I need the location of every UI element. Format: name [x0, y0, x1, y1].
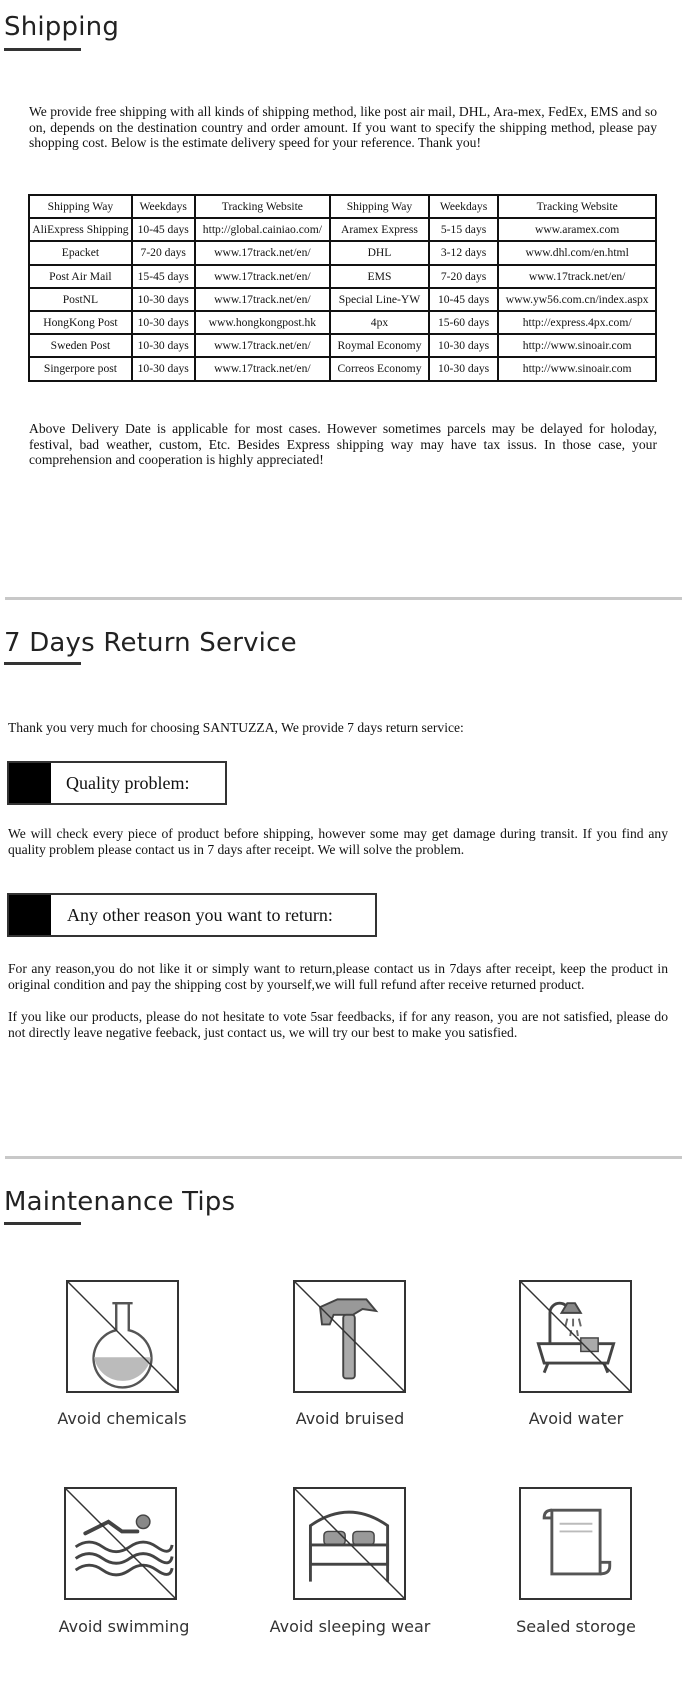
tip-label: Avoid bruised	[295, 1409, 405, 1428]
table-cell: www.17track.net/en/	[195, 265, 331, 288]
table-cell: AliExpress Shipping	[29, 218, 132, 241]
table-cell: http://www.sinoair.com	[498, 334, 656, 357]
table-cell: 5-15 days	[429, 218, 499, 241]
table-cell: www.17track.net/en/	[195, 241, 331, 264]
table-cell: HongKong Post	[29, 311, 132, 334]
table-cell: 4px	[330, 311, 429, 334]
returns-title-underline	[4, 662, 81, 665]
table-cell: Aramex Express	[330, 218, 429, 241]
table-row	[29, 265, 656, 288]
section-divider	[5, 597, 682, 600]
table-cell: Correos Economy	[330, 357, 429, 380]
quality-problem-label: Quality problem:	[66, 772, 190, 793]
tip-label: Sealed storoge	[516, 1617, 636, 1636]
shower-bathtub-icon	[519, 1280, 632, 1393]
column-header: Tracking Website	[195, 195, 331, 218]
shipping-note: Above Delivery Date is applicable for most cases. However sometimes parcels may be delayed for holoday, festival, bad weather, custom, Etc. Besides Express shipping way may have tax issus. In those case, your comprehension and cooperation is highly appreciated!	[29, 421, 657, 468]
column-header: Shipping Way	[29, 195, 132, 218]
table-cell: Singerpore post	[29, 357, 132, 380]
table-cell: 15-45 days	[132, 265, 195, 288]
table-cell: Post Air Mail	[29, 265, 132, 288]
tip-label: Avoid water	[528, 1409, 624, 1428]
table-cell: 10-30 days	[429, 334, 499, 357]
table-cell: www.dhl.com/en.html	[498, 241, 656, 264]
table-cell: 10-30 days	[429, 357, 499, 380]
shipping-title: Shipping	[4, 12, 120, 42]
tip-label: Avoid sleeping wear	[269, 1617, 431, 1636]
scroll-icon	[519, 1487, 632, 1600]
table-cell: www.17track.net/en/	[498, 265, 656, 288]
swimmer-icon	[64, 1487, 177, 1600]
other-reason-text: For any reason,you do not like it or simply want to return,please contact us in 7days after receipt, keep the product in original condition and pay the shipping cost by yourself,we will full refund after receive returned product.	[8, 961, 668, 992]
table-cell: http://express.4px.com/	[498, 311, 656, 334]
column-header: Weekdays	[429, 195, 499, 218]
table-cell: Sweden Post	[29, 334, 132, 357]
table-cell: Special Line-YW	[330, 288, 429, 311]
table-cell: www.17track.net/en/	[195, 334, 331, 357]
shipping-table-header-row	[29, 195, 656, 218]
table-cell: http://global.cainiao.com/	[195, 218, 331, 241]
label-marker	[9, 763, 51, 803]
table-cell: www.yw56.com.cn/index.aspx	[498, 288, 656, 311]
other-reason-box	[7, 893, 377, 937]
column-header: Weekdays	[132, 195, 195, 218]
shipping-title-underline	[4, 48, 81, 51]
table-cell: Roymal Economy	[330, 334, 429, 357]
quality-problem-box	[7, 761, 227, 805]
column-header: Shipping Way	[330, 195, 429, 218]
table-cell: Epacket	[29, 241, 132, 264]
label-marker	[9, 895, 51, 935]
shipping-intro: We provide free shipping with all kinds of shipping method, like post air mail, DHL, Ara-mex, FedEx, EMS and so on, depends on the destination country and order amount. If you want to specify the shipping method, please pay shopping cost. Below is the estimate delivery speed for your reference. Thank you!	[29, 104, 657, 151]
table-cell: 10-30 days	[132, 357, 195, 380]
table-cell: 7-20 days	[132, 241, 195, 264]
table-cell: EMS	[330, 265, 429, 288]
table-cell: www.17track.net/en/	[195, 357, 331, 380]
shipping-table	[28, 194, 657, 382]
table-cell: www.17track.net/en/	[195, 288, 331, 311]
hammer-icon	[293, 1280, 406, 1393]
section-divider	[5, 1156, 682, 1159]
maintenance-title-underline	[4, 1222, 81, 1225]
table-cell: 15-60 days	[429, 311, 499, 334]
quality-problem-text: We will check every piece of product before shipping, however some may get damage during transit. If you find any quality problem please contact us in 7 days after receipt. We will solve the problem.	[8, 826, 668, 857]
table-cell: 10-30 days	[132, 288, 195, 311]
table-row	[29, 288, 656, 311]
table-row	[29, 241, 656, 264]
table-cell: 7-20 days	[429, 265, 499, 288]
maintenance-title: Maintenance Tips	[4, 1187, 236, 1217]
tip-label: Avoid swimming	[58, 1617, 190, 1636]
column-header: Tracking Website	[498, 195, 656, 218]
tip-label: Avoid chemicals	[57, 1409, 187, 1428]
table-row	[29, 334, 656, 357]
table-cell: 10-30 days	[132, 311, 195, 334]
returns-intro: Thank you very much for choosing SANTUZZA, We provide 7 days return service:	[8, 720, 464, 735]
table-row	[29, 218, 656, 241]
table-cell: DHL	[330, 241, 429, 264]
other-reason-label: Any other reason you want to return:	[67, 904, 333, 925]
table-cell: www.hongkongpost.hk	[195, 311, 331, 334]
returns-title: 7 Days Return Service	[4, 628, 297, 658]
flask-icon	[66, 1280, 179, 1393]
table-cell: 10-45 days	[132, 218, 195, 241]
table-cell: PostNL	[29, 288, 132, 311]
table-cell: 3-12 days	[429, 241, 499, 264]
table-cell: http://www.sinoair.com	[498, 357, 656, 380]
table-row	[29, 357, 656, 380]
bed-icon	[293, 1487, 406, 1600]
table-cell: 10-30 days	[132, 334, 195, 357]
table-row	[29, 311, 656, 334]
table-cell: www.aramex.com	[498, 218, 656, 241]
table-cell: 10-45 days	[429, 288, 499, 311]
feedback-text: If you like our products, please do not hesitate to vote 5sar feedbacks, if for any reason, you are not satisfied, please do not directly leave negative feeback, just contact us, we will try our best to make you satisfied.	[8, 1009, 668, 1040]
